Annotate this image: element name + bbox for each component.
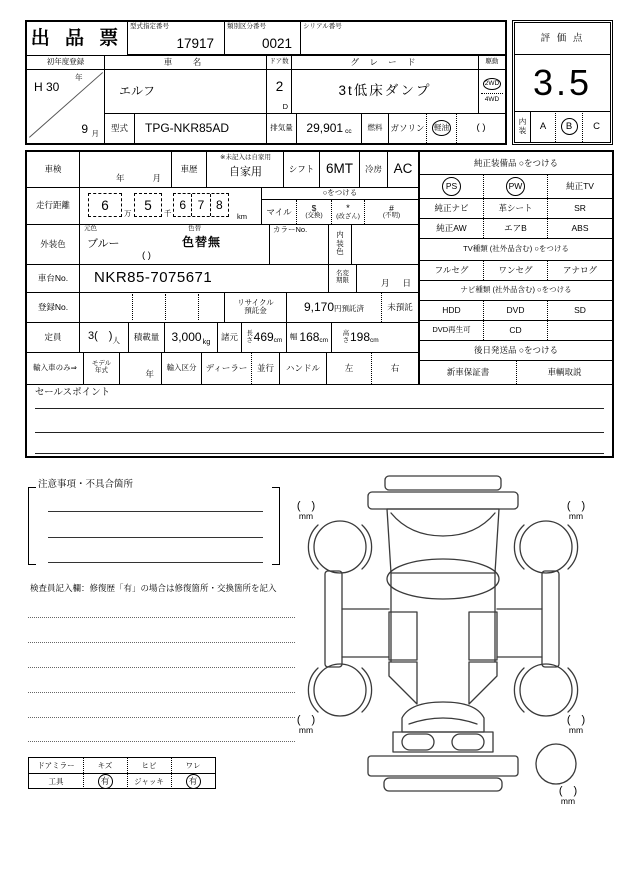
doors-label: ドア数 (267, 55, 292, 69)
color-change-label: 色替 (188, 225, 201, 232)
mileage-10k-unit: 万 (124, 209, 132, 219)
fuel-diesel-cell (427, 113, 457, 143)
caution-label: 注意事項・不具合箇所 (38, 479, 134, 490)
load-value: 3,000 (171, 329, 202, 344)
truck-top-view-diagram (292, 472, 628, 872)
color-no-label: カラーNo. (273, 225, 308, 234)
navi-dvd-play: DVD再生可 (420, 320, 484, 340)
import-dealer: ディーラー (202, 352, 252, 384)
displacement-label: 排気量 (267, 113, 297, 143)
model-value: TPG-NKR85AD (135, 113, 267, 143)
interior-grade-c: C (593, 120, 600, 132)
bed-rail-left (325, 571, 342, 667)
first-reg-month-unit: 月 (91, 129, 99, 139)
fuel-diesel-circled: 軽油 (432, 120, 451, 136)
import-class-label: 輸入区分 (162, 352, 202, 384)
mileage-unit: km (237, 212, 247, 222)
legend-jack: ジャッキ (134, 776, 164, 786)
import-parallel: 並行 (252, 352, 280, 384)
width-label: 幅 (289, 332, 298, 342)
class-code-value: 0021 (261, 35, 292, 51)
mileage-digits-box: 6 7 8 (173, 193, 229, 217)
wheel-front-right (520, 521, 572, 573)
legend-table (28, 757, 216, 789)
equip-ps-cell (420, 174, 484, 198)
grade-value: 3t低床ダンプ (292, 69, 479, 113)
tread-front-right: ( ) mm (566, 499, 586, 522)
name-change-day: 日 (402, 278, 411, 289)
vehicle-manual: 車輌取説 (547, 366, 582, 377)
grade-label: グ レ ー ド (292, 55, 479, 69)
model-code-box (127, 22, 225, 55)
header-table (25, 20, 507, 145)
tv-fullseg: フルセグ (420, 260, 484, 280)
color-no-cell (270, 224, 329, 264)
aircon-label: 冷房 (360, 152, 388, 187)
odometer-mile: マイル (262, 200, 297, 224)
legend-jack-value (171, 774, 215, 789)
height-unit: cm (370, 337, 379, 345)
caution-bracket-right (272, 487, 280, 565)
tread-front-left: ( ) mm (296, 499, 316, 522)
first-reg-month: 9 (81, 122, 88, 137)
history-value: 自家用 (229, 166, 262, 179)
model-code-label: 型式指定番号 (130, 23, 169, 30)
legend-jack-circled: 有 (186, 774, 201, 789)
navi-hdd: HDD (420, 300, 484, 320)
height-value: 198 (350, 329, 371, 344)
windshield (391, 513, 495, 536)
color-change-paren: ( ) (142, 250, 151, 261)
front-plate (385, 476, 501, 490)
capacity-unit: 人 (112, 336, 120, 346)
shaken-year-unit: 年 (116, 173, 125, 184)
recycle-none: 未預託 (387, 301, 413, 312)
reg-no-label: 登録No. (27, 292, 80, 322)
exterior-color-label: 外装色 (27, 224, 80, 264)
load-unit: kg (202, 336, 211, 346)
caution-bracket-left (28, 487, 36, 565)
doors-cell (267, 69, 292, 113)
shaken-month-unit: 月 (152, 173, 161, 184)
navi-sd: SD (574, 304, 586, 315)
recycle-fee-cell (287, 292, 382, 322)
equipment-column (418, 152, 612, 384)
equip-airbag: エアB (484, 218, 548, 238)
model-year-label: モデル 年式 (84, 352, 120, 384)
fuel-paren: ( ) (476, 122, 486, 134)
equip-leather: 革シート (484, 198, 548, 218)
rear-bumper (368, 756, 518, 776)
equip-abs: ABS (571, 222, 589, 233)
legend-door-mirror: ドアミラー (37, 760, 75, 770)
navi-cd: CD (484, 320, 548, 340)
equip-tv: 純正TV (566, 180, 594, 191)
width-value: 168 (299, 329, 320, 344)
shift-label: シフト (284, 152, 320, 187)
interior-grade-a: A (531, 111, 556, 142)
score-label: 評 価 点 (515, 23, 610, 55)
aircon-value: AC (393, 161, 413, 177)
equip-sr: SR (574, 202, 586, 213)
orig-color-value: ブルー (87, 238, 120, 250)
legend-scratch: キズ (97, 760, 113, 770)
doors-d: D (282, 102, 288, 112)
mileage-label: 走行距離 (27, 187, 80, 224)
navi-empty (548, 320, 612, 340)
load-label: 積載量 (129, 322, 165, 352)
shaken-date-cell (80, 152, 172, 187)
main-table (25, 150, 614, 458)
tv-analog: アナログ (562, 264, 597, 275)
legend-crack: ヒビ (141, 760, 157, 770)
tv-type-header: TV種類 (社外品含む) ○をつける (463, 244, 569, 254)
navi-type-header: ナビ種類 (社外品含む) ○をつける (460, 285, 572, 295)
chassis-label: 車台No. (27, 264, 80, 292)
interior-grade-b-cell (556, 111, 583, 142)
drive-label: 駆動 (485, 57, 499, 65)
mileage-10k-box: 6 (88, 193, 122, 217)
model-year-unit: 年 (145, 369, 154, 380)
rear-axle-hump (402, 702, 484, 732)
height-cell (332, 322, 418, 352)
spare-tire (536, 744, 576, 784)
tread-rear-left: ( ) mm (296, 713, 316, 736)
odometer-altered: * (改ざん) (332, 200, 365, 224)
ship-later-header: 後日発送品 ○をつける (474, 344, 558, 355)
displacement-unit: cc (345, 127, 352, 135)
shaken-label: 車検 (27, 152, 80, 187)
sales-point-label: セールスポイント (35, 387, 111, 398)
score-box (512, 20, 613, 145)
first-reg-cell (27, 69, 105, 143)
equip-aw: 純正AW (420, 218, 484, 238)
class-code-label: 類別区分番号 (227, 23, 266, 30)
length-cell (242, 322, 287, 352)
car-name-label: 車 名 (105, 55, 267, 69)
mileage-cell (80, 187, 262, 224)
import-only-label: 輸入車のみ⇒ (27, 352, 84, 384)
warranty-book: 新車保証書 (420, 360, 517, 384)
tread-rear-right: ( ) mm (566, 713, 586, 736)
capacity-value-cell (80, 322, 129, 352)
drive-2wd-circled: 2WD (483, 78, 501, 91)
fender-front-right (514, 525, 524, 569)
equip-navi: 純正ナビ (420, 198, 484, 218)
tread-spare: ( ) mm (558, 784, 578, 807)
cab-outline (387, 509, 499, 573)
doors-value: 2 (275, 78, 284, 94)
interior-grade-b-circled: B (561, 118, 578, 135)
recycle-fee: 9,170 (303, 299, 335, 314)
model-label: 型式 (105, 113, 135, 143)
class-code-box (225, 22, 301, 55)
serial-label: シリアル番号 (303, 23, 342, 30)
displacement-value: 29,901 (306, 120, 344, 135)
wheel-rear-right (520, 664, 572, 716)
load-cell (165, 322, 218, 352)
sheet-title: 出 品 票 (30, 28, 124, 50)
history-label: 車歴 (172, 152, 207, 187)
legend-tool-value (83, 774, 127, 789)
odometer-note: ○をつける (262, 187, 418, 200)
first-reg-era: H 30 (34, 80, 60, 94)
height-label: 高さ (342, 329, 350, 344)
name-change-month: 月 (381, 278, 390, 289)
car-name-value: エルフ (105, 69, 267, 113)
drive-cell (479, 69, 505, 113)
length-unit: cm (273, 337, 283, 345)
serial-box (301, 22, 505, 55)
shift-value: 6MT (320, 152, 360, 187)
chassis-value: NKR85-7075671 (80, 264, 329, 292)
equip-ps-circled: PS (442, 177, 461, 196)
model-code-value: 17917 (176, 35, 214, 51)
handle-label: ハンドル (280, 352, 327, 384)
model-year-cell (120, 352, 162, 384)
wheel-rear-left (314, 664, 366, 716)
orig-color-label: 元色 (84, 225, 97, 232)
history-cell (207, 152, 284, 187)
navi-dvd: DVD (484, 300, 548, 320)
front-bumper (368, 492, 518, 509)
first-reg-label: 初年度登録 (27, 55, 105, 69)
length-label: 長さ (246, 329, 253, 344)
odometer-exchanged: $ (交換) (297, 200, 332, 224)
capacity-value: 3( ) (88, 330, 113, 343)
recycle-fee-suffix: 円預託済 (334, 303, 365, 313)
reg-no-cell (80, 292, 225, 322)
length-value: 469 (253, 329, 274, 344)
history-note: ※未記入は自家用 (220, 153, 271, 161)
width-cell (287, 322, 332, 352)
cab-rear-oval (387, 559, 499, 599)
width-unit: cm (319, 337, 329, 345)
equip-pw-circled: PW (506, 177, 525, 196)
mileage-1k-unit: 千 (164, 209, 172, 219)
color-cell (80, 224, 270, 264)
tv-oneseg: ワンセグ (484, 260, 548, 280)
handle-left: 左 (327, 352, 372, 384)
capacity-label: 定員 (27, 322, 80, 352)
fender-rear-right (514, 668, 524, 712)
bed-rail-right (542, 571, 559, 667)
fuel-label: 燃料 (362, 113, 389, 143)
interior-grade-label: 内装 (515, 111, 531, 142)
displacement-cell (297, 113, 362, 143)
equip-header: 純正装備品 ○をつける (474, 157, 558, 168)
mileage-1k-box: 5 (134, 193, 162, 217)
recycle-label: リサイクル 預託金 (225, 292, 287, 322)
odometer-unknown: # (不明) (382, 203, 401, 220)
legend-tool: 工具 (48, 776, 64, 786)
equip-pw-cell (484, 174, 548, 198)
name-change-label: 名変 期限 (329, 264, 357, 292)
inspector-label: 検査員記入欄：修復歴「有」の場合は修復箇所・交換箇所を記入 (30, 583, 277, 593)
spec-label: 諸元 (218, 322, 242, 352)
wheel-front-left (314, 521, 366, 573)
handle-right: 右 (390, 362, 400, 373)
rear-plate (384, 778, 502, 791)
color-change-value: 色替無 (182, 235, 222, 249)
drive-4wd: 4WD (484, 96, 500, 104)
fender-front-left (362, 525, 372, 569)
fender-rear-left (362, 668, 372, 712)
name-change-cell (357, 264, 418, 292)
interior-color-cell (352, 224, 418, 264)
fuel-gasoline: ガソリン (389, 113, 427, 143)
score-value: 3.5 (532, 62, 593, 104)
interior-color-label: 内装色 (329, 224, 352, 264)
legend-tool-circled: 有 (98, 774, 113, 789)
first-reg-year-unit: 年 (75, 73, 83, 82)
legend-split: ワレ (185, 760, 201, 770)
